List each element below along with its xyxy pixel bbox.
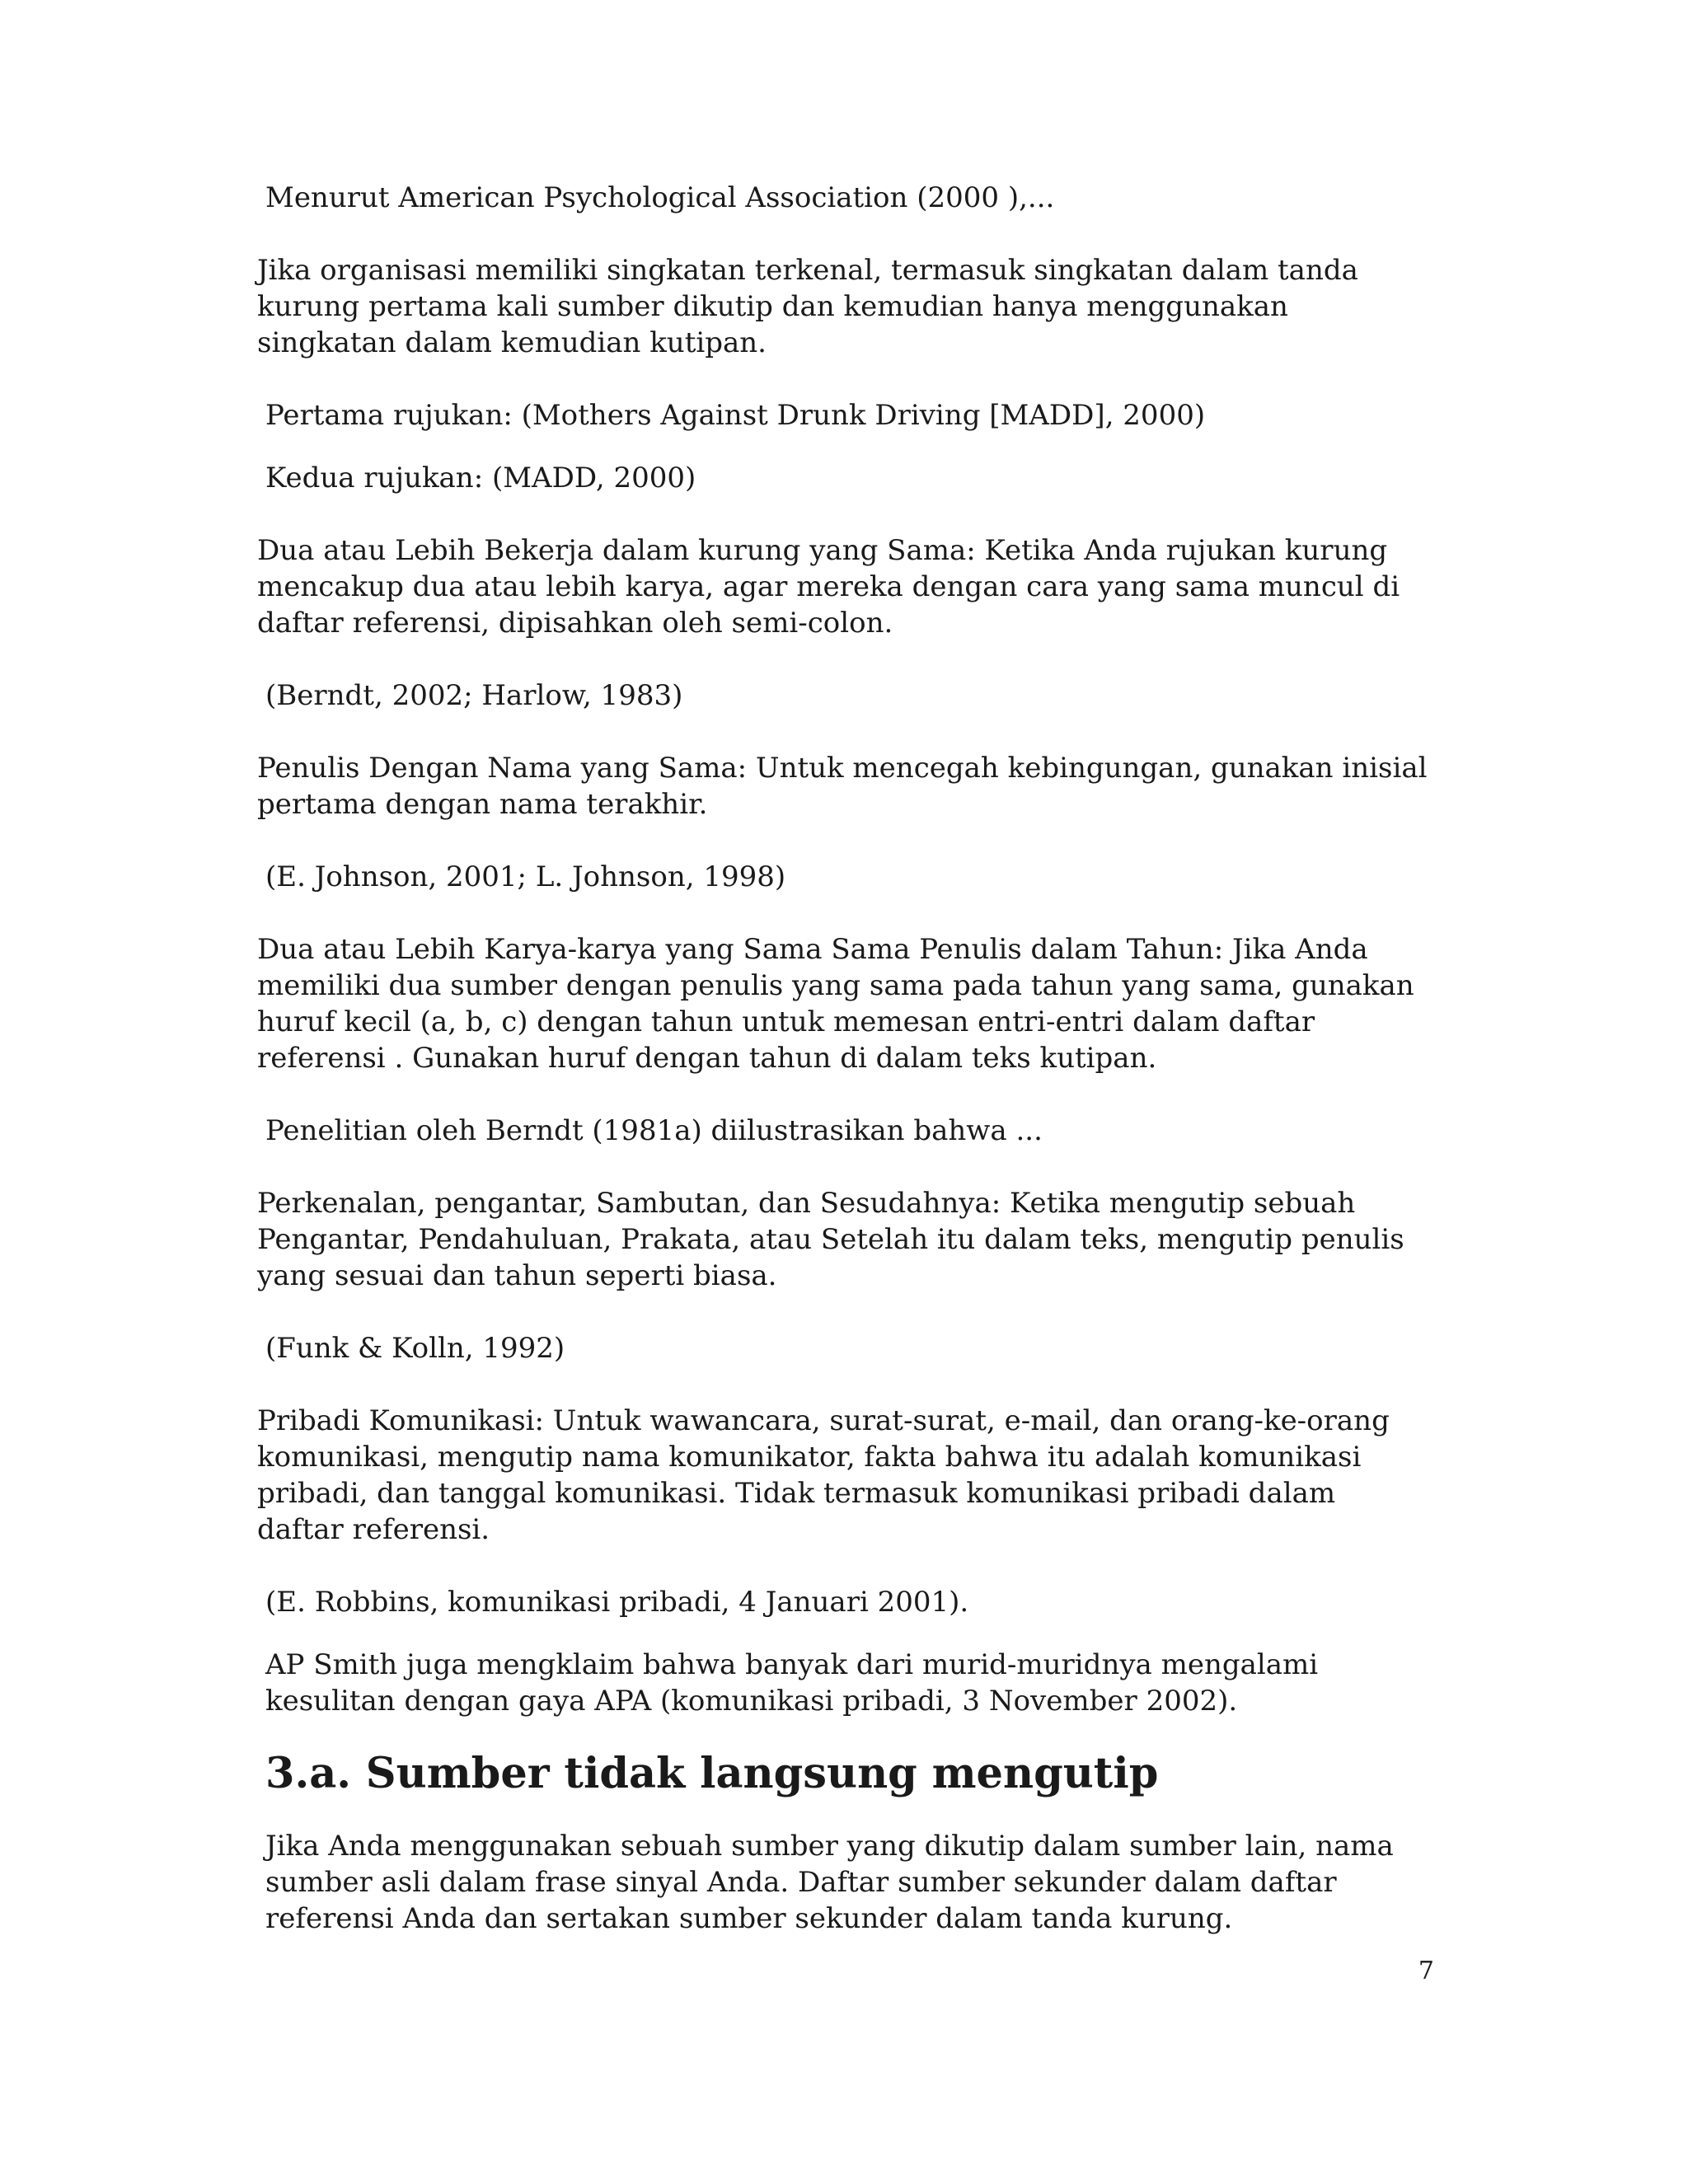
paragraph-indirect-sources: Jika Anda menggunakan sebuah sumber yang dikutip dalam sumber lain, nama sumber asli dalam frase sinyal Anda. Daftar sumber sekunder dalam daftar referensi Anda dan sertakan sumber sekunder dalam tanda kurung. (265, 1830, 1394, 1935)
example-personal-communication-2: AP Smith juga mengklaim bahwa banyak dari murid-muridnya mengalami kesulitan dengan gaya APA (komunikasi pribadi, 3 November 2002). (265, 1648, 1319, 1718)
paragraph-multiple-works: Dua atau Lebih Bekerja dalam kurung yang Sama: Ketika Anda rujukan kurung mencakup dua atau lebih karya, agar mereka dengan cara yang sama muncul di daftar referensi, dipisahkan oleh semi-colon. (257, 534, 1400, 640)
example-first-citation: Pertama rujukan: (Mothers Against Drunk Driving [MADD], 2000) (265, 399, 1206, 432)
paragraph-introductions-forewords: Perkenalan, pengantar, Sambutan, dan Sesudahnya: Ketika mengutip sebuah Pengantar, Pendahuluan, Prakata, atau Setelah itu dalam teks, mengutip penulis yang sesuai dan tahun seperti biasa. (257, 1187, 1404, 1292)
document-body (257, 180, 1428, 1973)
example-multiple-works: (Berndt, 2002; Harlow, 1983) (265, 679, 683, 712)
section-heading: 3.a. Sumber tidak langsung mengutip (265, 1749, 1159, 1798)
paragraph-personal-communication: Pribadi Komunikasi: Untuk wawancara, surat-surat, e-mail, dan orang-ke-orang komunikasi, mengutip nama komunikator, fakta bahwa itu adalah komunikasi pribadi, dan tanggal komunikasi. Tidak termasuk komunikasi pribadi dalam daftar referensi. (257, 1404, 1390, 1546)
paragraph-organization-abbreviation: Jika organisasi memiliki singkatan terkenal, termasuk singkatan dalam tanda kurung pertama kali sumber dikutip dan kemudian hanya menggunakan singkatan dalam kemudian kutipan. (257, 254, 1358, 359)
example-introductions-forewords: (Funk & Kolln, 1992) (265, 1332, 565, 1365)
paragraph-same-author-same-year: Dua atau Lebih Karya-karya yang Sama Sama Penulis dalam Tahun: Jika Anda memiliki dua sumber dengan penulis yang sama pada tahun yang sama, gunakan huruf kecil (a, b, c) dengan tahun untuk memesan entri-entri dalam daftar referensi . Gunakan huruf dengan tahun di dalam teks kutipan. (257, 933, 1414, 1075)
paragraph-same-surname: Penulis Dengan Nama yang Sama: Untuk mencegah kebingungan, gunakan inisial pertama dengan nama terakhir. (257, 752, 1428, 821)
example-personal-communication-1: (E. Robbins, komunikasi pribadi, 4 Januari 2001). (265, 1586, 969, 1619)
paragraph-apa-example: Menurut American Psychological Association (2000 ),... (265, 181, 1055, 214)
example-same-author-same-year: Penelitian oleh Berndt (1981a) diilustrasikan bahwa ... (265, 1114, 1043, 1147)
example-second-citation: Kedua rujukan: (MADD, 2000) (265, 462, 696, 494)
page-number: 7 (1418, 1957, 1434, 1985)
example-same-surname: (E. Johnson, 2001; L. Johnson, 1998) (265, 860, 786, 893)
